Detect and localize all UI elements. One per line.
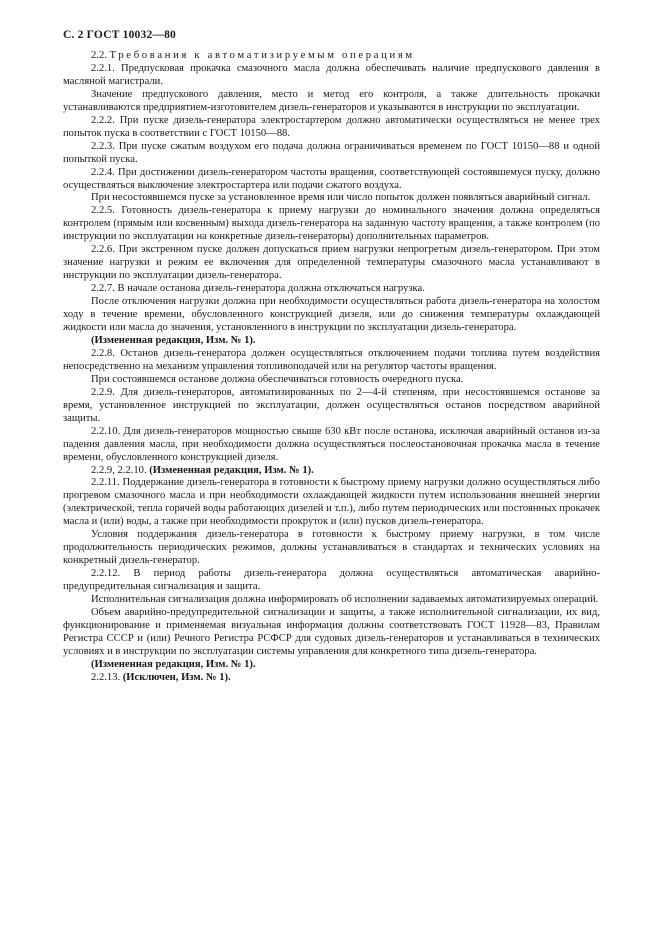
paragraph [63, 659, 600, 672]
paragraph [63, 607, 600, 659]
paragraph [63, 50, 600, 63]
paragraph-text: 2.2.3. При пуске сжатым воздухом его подача должна ограничиваться временем по ГОСТ 10150—88 и одной попыткой пуска. [63, 140, 600, 165]
paragraph [63, 244, 600, 283]
paragraph [63, 205, 600, 244]
paragraph-text: 2.2.6. При экстренном пуске должен допускаться прием нагрузки непрогретым дизель-генератором. При этом значение нагрузки и режим ее включения для определенной температуры смазочного масла устанавливают в инструкции по эксплуатации дизель-генератора. [63, 244, 600, 282]
paragraph [63, 465, 600, 478]
paragraph-text: 2.2.8. Останов дизель-генератора должен осуществляться отключением подачи топлива путем воздействия непосредственно на механизм управления топливоподачей или на регулятор частоты вращения. [63, 347, 600, 372]
paragraph-text: 2.2.9. Для дизель-генераторов, автоматизированных по 2—4-й степеням, при несостоявшемся останове за время, установленное инструкцией по эксплуатации, должен осуществляться останов посредством аварийной защиты. [63, 386, 600, 424]
paragraph [63, 426, 600, 465]
paragraph-text: 2.2.12. В период работы дизель-генератора должна осуществляться автоматическая аварийно-предупредительная сигнализация и защита. [63, 568, 600, 593]
paragraph [63, 296, 600, 335]
paragraph-text: При несостоявшемся пуске за установленное время или число попыток должен появляться аварийный сигнал. [91, 192, 591, 204]
amendment-note: (Измененная редакция, Изм. № 1). [91, 334, 256, 346]
amendment-note: (Исключен, Изм. № 1). [122, 671, 231, 683]
page-header: С. 2 ГОСТ 10032—80 [63, 29, 176, 41]
paragraph [63, 335, 600, 348]
amendment-note: (Измененная редакция, Изм. № 1). [91, 658, 256, 670]
amendment-note: (Измененная редакция, Изм. № 1). [149, 464, 314, 476]
paragraph [63, 192, 600, 205]
paragraph [63, 115, 600, 141]
paragraph-text: При состоявшемся останове должна обеспечиваться готовность очередного пуска. [91, 373, 464, 385]
paragraph-text: После отключения нагрузки должна при необходимости осуществляться работа дизель-генератора на холостом ходу в течение времени, обусловленного конструкцией дизеля, или до снижения температуры охлаждающей жидкости или масла до значения, установленного в инструкции по эксплуатации дизель-генератора. [63, 296, 600, 334]
paragraph [63, 477, 600, 529]
paragraph [63, 568, 600, 594]
paragraph-number: 2.2.9, 2.2.10. [91, 464, 150, 476]
paragraph-text: 2.2.2. При пуске дизель-генератора электростартером должно автоматически осуществляться не менее трех попыток пуска в соответствии с ГОСТ 10150—88. [63, 114, 600, 139]
paragraph-text: 2.2.5. Готовность дизель-генератора к приему нагрузки до номинального значения должна определяться контролем (прямым или косвенным) выхода дизель-генератора на заданную частоту вращения, а также контролем (по инструкции по эксплуатации на конкретные дизель-генераторы) дополнительных параметров. [63, 205, 600, 243]
paragraph [63, 89, 600, 115]
paragraph [63, 387, 600, 426]
paragraph [63, 141, 600, 167]
paragraph-text: 2.2.4. При достижении дизель-генератором частоты вращения, соответствующей состоявшемуся пуску, должно осуществляться выключение электростартера или подачи сжатого воздуха. [63, 166, 600, 191]
paragraph [63, 374, 600, 387]
paragraph-text: 2.2.1. Предпусковая прокачка смазочного масла должна обеспечивать наличие предпускового давления в масляной магистрали. [63, 62, 600, 87]
paragraph [63, 672, 600, 685]
section-heading: Требования к автоматизируемым операциям [109, 50, 415, 61]
paragraph-text: 2.2.7. В начале останова дизель-генератора должна отключаться нагрузка. [91, 283, 425, 295]
paragraph [63, 529, 600, 568]
paragraph-text: Объем аварийно-предупредительной сигнализации и защиты, а также исполнительной сигнализации, их вид, функционирование и применяемая визуальная информация должны соответствовать ГОСТ 11928—83, Правилам Регистра СССР и (или) Речного Регистра РСФСР для судовых дизель-генераторов и устанавливаться в технических условиях и в инструкции по эксплуатации системы управления для конкретного типа дизель-генератора. [63, 606, 600, 657]
paragraph [63, 167, 600, 193]
paragraph [63, 594, 600, 607]
paragraph-text: 2.2.10. Для дизель-генераторов мощностью свыше 630 кВт после останова, исключая аварийный останов из-за падения давления масла, при необходимости должна осуществляться послеостановочная прокачка масла в течение времени, обусловленного конструкцией дизеля. [63, 425, 600, 463]
paragraph-text: Условия поддержания дизель-генератора в готовности к быстрому приему нагрузки, в том числе продолжительность периодических режимов, должны устанавливаться в стандартах и технических условиях на конкретный дизель-генератор. [63, 529, 600, 567]
paragraph-number: 2.2.13. [91, 671, 123, 683]
paragraph [63, 348, 600, 374]
paragraph [63, 63, 600, 89]
paragraph [63, 283, 600, 296]
paragraph-text: Значение предпускового давления, место и метод его контроля, а также длительность прокачки устанавливаются предприятием-изготовителем дизель-генераторов и указываются в инструкции по эксплуатации. [63, 88, 600, 113]
paragraph-text: 2.2.11. Поддержание дизель-генератора в готовности к быстрому приему нагрузки должно осуществляться либо прогревом смазочного масла и при необходимости охлаждающей жидкости путем использования внешней энергии (электрической, тепла горячей воды работающих дизелей и т.п.), либо путем периодических или постоянных прокачек масла и (или) воды, а также при необходимости прокруток и (или) пусков дизель-генератора. [63, 477, 600, 528]
document-body [63, 50, 600, 685]
paragraph-number: 2.2. [91, 50, 110, 61]
paragraph-text: Исполнительная сигнализация должна информировать об исполнении задаваемых автоматизируемых операций. [91, 594, 599, 606]
